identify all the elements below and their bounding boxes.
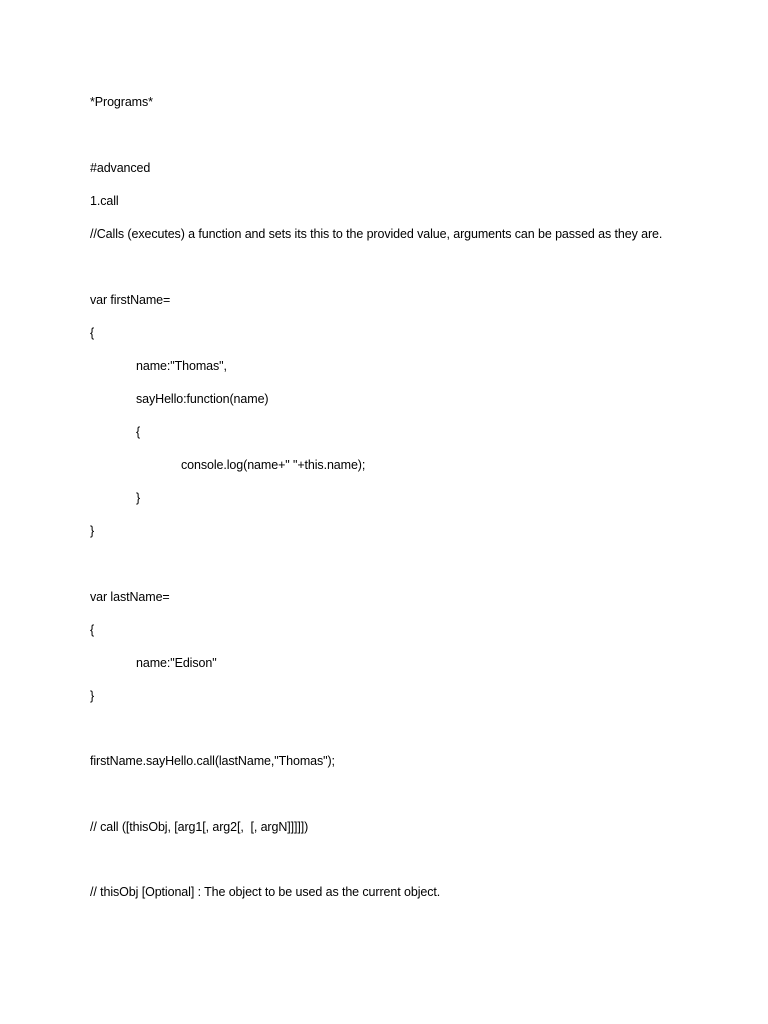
subsection-heading: 1.call [90,194,119,208]
code-line: firstName.sayHello.call(lastName,"Thomas"); [90,754,335,768]
description-line: //Calls (executes) a function and sets its this to the provided value, arguments can be passed as they are. [90,227,663,241]
code-line: { [90,623,95,637]
section-heading: #advanced [90,161,151,175]
code-line: } [136,491,141,505]
code-line: name:"Edison" [136,656,217,670]
code-line: sayHello:function(name) [136,392,269,406]
document-title: *Programs* [90,95,153,109]
code-line: var firstName= [90,293,171,307]
comment-line: // thisObj [Optional] : The object to be used as the current object. [90,885,441,899]
code-line: name:"Thomas", [136,359,227,373]
code-line: } [90,689,95,703]
comment-line: // call ([thisObj, [arg1[, arg2[, [, argN]]]]]) [90,820,309,834]
code-line: } [90,524,95,538]
code-line: { [90,326,95,340]
code-line: var lastName= [90,590,170,604]
code-line: console.log(name+" "+this.name); [181,458,366,472]
code-line: { [136,425,141,439]
